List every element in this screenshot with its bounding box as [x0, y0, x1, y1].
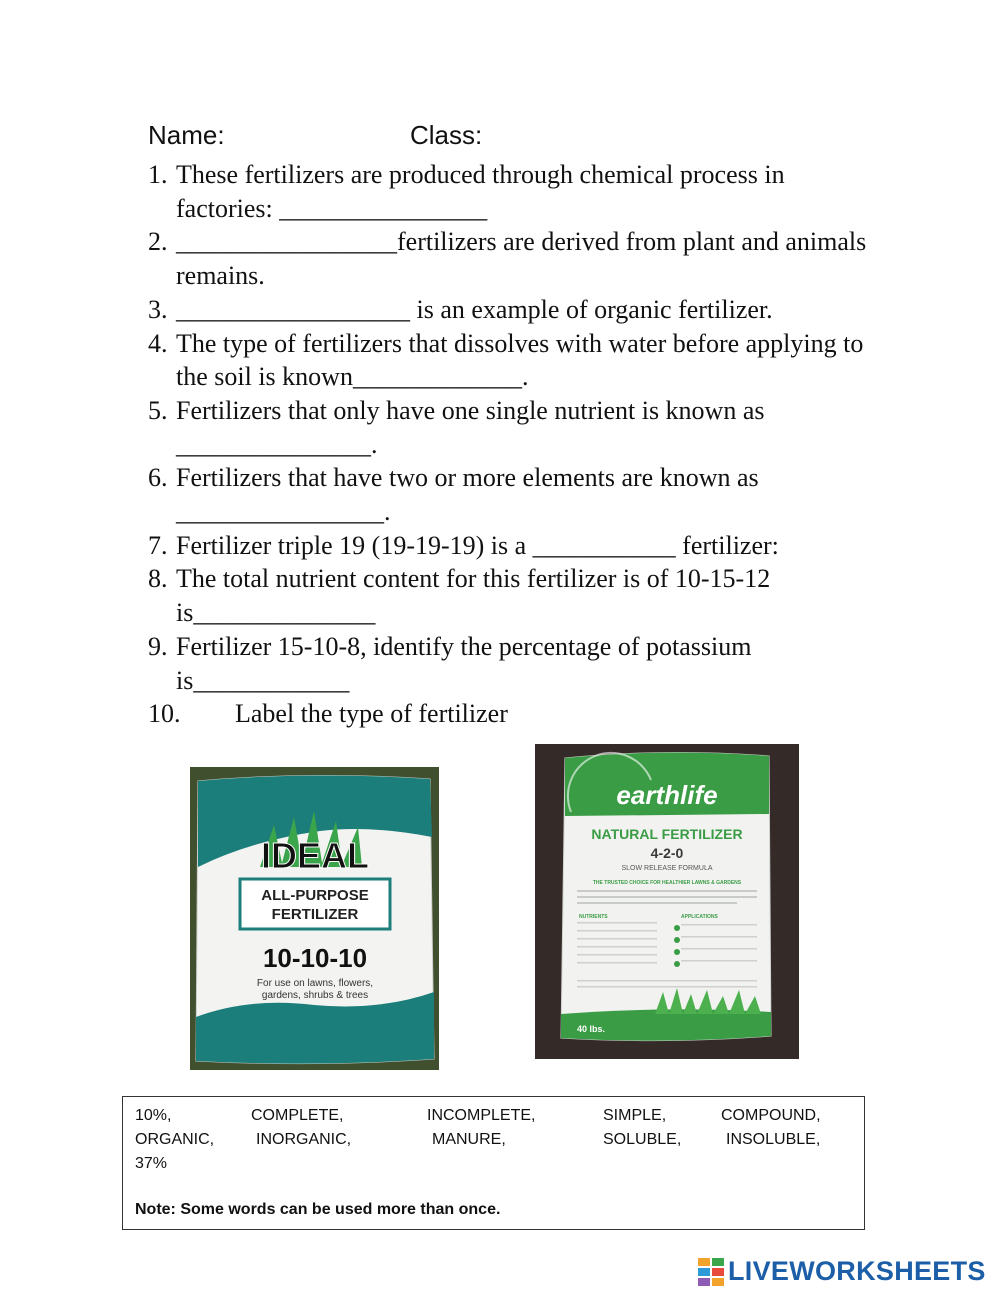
ideal-brand-text: IDEAL — [261, 835, 369, 876]
earthlife-nutrients-heading: NUTRIENTS — [579, 914, 608, 920]
word-bank-item: INCOMPLETE, — [427, 1107, 536, 1124]
question-7 — [148, 529, 878, 563]
earthlife-bag-illustration — [535, 744, 799, 1059]
earthlife-brand-text: earthlife — [616, 780, 718, 810]
class-label: Class: — [410, 120, 483, 150]
question-number: 8. — [148, 564, 168, 594]
question-text: _________________fertilizers are derived from plant and animals remains. — [176, 227, 873, 291]
question-text: The type of fertilizers that dissolves with water before applying to the soil is known_____________. — [176, 328, 870, 392]
question-5 — [148, 394, 878, 461]
word-bank-item: INSOLUBLE, — [726, 1131, 821, 1148]
word-bank-item: SIMPLE, — [603, 1107, 667, 1124]
question-text: Label the type of fertilizer — [235, 699, 508, 729]
name-label: Name: — [148, 120, 225, 150]
earthlife-fertilizer-bag-image — [535, 744, 799, 1059]
word-bank-item: SOLUBLE, — [603, 1131, 682, 1148]
ideal-product-line-1: ALL-PURPOSE — [261, 887, 369, 904]
question-text: __________________ is an example of organic fertilizer. — [176, 294, 773, 324]
question-number: 4. — [148, 328, 168, 358]
question-text: Fertilizers that only have one single nutrient is known as _______________. — [176, 395, 771, 459]
word-bank-item: 10%, — [135, 1107, 172, 1124]
word-bank-box — [122, 1096, 865, 1230]
word-bank-note: Note: Some words can be used more than once. — [135, 1201, 501, 1218]
ideal-fertilizer-bag-image — [190, 767, 439, 1070]
question-number: 9. — [148, 631, 168, 661]
liveworksheets-logo-text: LIVEWORKSHEETS — [728, 1256, 986, 1286]
question-number: 10. — [148, 699, 181, 729]
ideal-product-line-2: FERTILIZER — [271, 906, 359, 923]
question-text: Fertilizer triple 19 (19-19-19) is a ___________ fertilizer: — [176, 530, 779, 560]
word-bank-item: COMPOUND, — [721, 1107, 821, 1124]
question-number: 5. — [148, 395, 168, 425]
question-1 — [148, 158, 878, 225]
earthlife-tagline-text: THE TRUSTED CHOICE FOR HEALTHIER LAWNS & GARDENS — [592, 880, 742, 886]
word-bank-item: MANURE, — [432, 1131, 506, 1148]
earthlife-product-text: NATURAL FERTILIZER — [591, 826, 743, 842]
question-6 — [148, 461, 878, 528]
ideal-use-line-1: For use on lawns, flowers, — [256, 978, 374, 989]
question-text: Fertilizer 15-10-8, identify the percentage of potassium is____________ — [176, 631, 758, 695]
liveworksheets-logo — [698, 1256, 986, 1287]
word-bank-item: COMPLETE, — [251, 1107, 344, 1124]
question-text: The total nutrient content for this fertilizer is of 10-15-12 is______________ — [176, 564, 777, 628]
earthlife-applications-heading: APPLICATIONS — [681, 914, 718, 920]
question-8 — [148, 562, 878, 629]
question-list — [148, 158, 878, 731]
question-9 — [148, 630, 878, 697]
word-bank-item: ORGANIC, — [135, 1131, 215, 1148]
question-number: 1. — [148, 160, 168, 189]
ideal-use-line-2: gardens, shrubs & trees — [261, 990, 369, 1001]
question-number: 2. — [148, 227, 168, 257]
question-number: 7. — [148, 530, 168, 560]
liveworksheets-blocks-icon — [698, 1258, 724, 1286]
earthlife-formula-text: SLOW RELEASE FORMULA — [621, 865, 713, 872]
question-text: Fertilizers that have two or more elements are known as ________________. — [176, 463, 766, 527]
question-number: 6. — [148, 463, 168, 493]
question-text: These fertilizers are produced through chemical process in factories: ________________ — [176, 160, 792, 223]
question-3 — [148, 293, 878, 327]
word-bank-item: INORGANIC, — [256, 1131, 352, 1148]
ideal-npk-text: 10-10-10 — [262, 943, 368, 973]
word-bank-item: 37% — [135, 1155, 168, 1172]
question-4 — [148, 327, 878, 394]
question-10 — [148, 697, 878, 731]
earthlife-npk-text: 4-2-0 — [650, 845, 684, 861]
earthlife-weight-text: 40 lbs. — [577, 1024, 606, 1034]
question-number: 3. — [148, 294, 168, 324]
question-2 — [148, 225, 878, 292]
ideal-bag-illustration — [190, 767, 439, 1070]
